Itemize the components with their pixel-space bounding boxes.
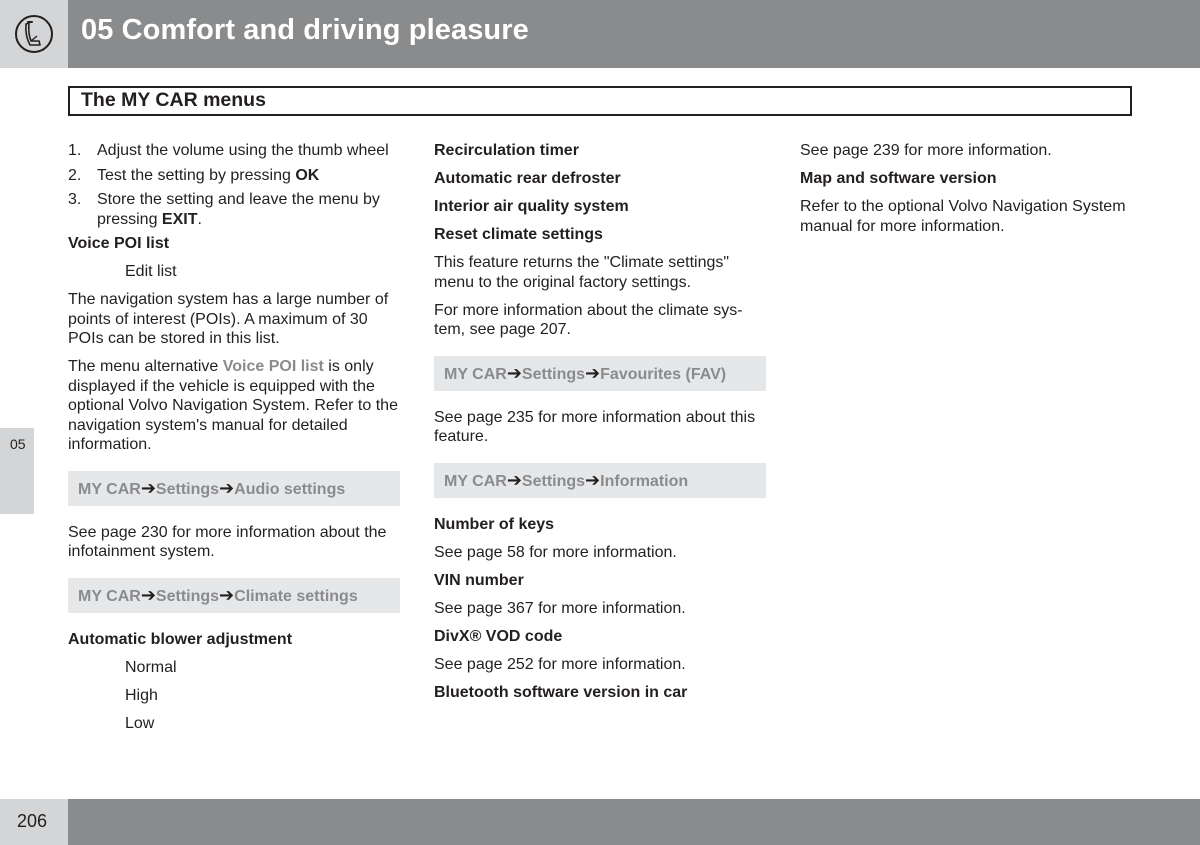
- arrow-right-icon: ➔: [140, 584, 156, 605]
- audio-paragraph: See page 230 for more information about the infotainment system.: [68, 523, 387, 560]
- step-text-tail: .: [197, 210, 202, 228]
- chapter-title: 05 Comfort and driving pleasure: [81, 14, 529, 46]
- blower-option-high: High: [125, 686, 158, 704]
- arrow-right-icon: ➔: [585, 469, 601, 490]
- arrow-right-icon: ➔: [219, 477, 235, 498]
- step-key: OK: [295, 166, 320, 184]
- menu-path-climate-settings: [68, 578, 400, 613]
- column-middle: [434, 141, 766, 711]
- arrow-right-icon: ➔: [140, 477, 156, 498]
- map-software-heading: Map and software version: [800, 170, 997, 187]
- menu-path-item: Settings: [521, 365, 586, 383]
- reset-climate-heading: Reset climate settings: [434, 226, 603, 243]
- volume-steps-list: [68, 141, 400, 229]
- seat-icon: [13, 14, 55, 56]
- menu-path-item: MY CAR: [78, 587, 141, 605]
- map-software-text: Refer to the optional Volvo Navigation System manual for more information.: [800, 198, 1126, 235]
- blower-option-normal: Normal: [125, 658, 177, 676]
- arrow-right-icon: ➔: [585, 362, 601, 383]
- reset-climate-paragraph: This feature returns the "Climate settings" menu to the original factory settings.: [434, 254, 730, 291]
- voice-poi-option: Edit list: [125, 263, 177, 280]
- menu-path-item: Settings: [521, 472, 586, 490]
- step-text: Store the setting and leave the menu by pressing: [97, 191, 380, 228]
- page-number-box: [0, 799, 68, 845]
- climate-info-paragraph: For more information about the climate sys-tem, see page 207.: [434, 301, 743, 338]
- bluetooth-version-heading: Bluetooth software version in car: [434, 683, 688, 701]
- voice-poi-heading: Voice POI list: [68, 235, 170, 252]
- menu-path-item: MY CAR: [78, 480, 141, 498]
- chapter-side-tab: [0, 428, 34, 514]
- step-text: Test the setting by pressing: [97, 166, 296, 184]
- menu-path-item: Favourites (FAV): [600, 365, 727, 383]
- recirculation-timer-heading: Recirculation timer: [434, 142, 579, 159]
- paragraph-text: The menu alternative: [68, 358, 223, 375]
- arrow-right-icon: ➔: [506, 362, 522, 383]
- menu-path-item: MY CAR: [444, 472, 507, 490]
- menu-path-item: Information: [600, 472, 689, 490]
- arrow-right-icon: ➔: [219, 584, 235, 605]
- rear-defroster-heading: Automatic rear defroster: [434, 170, 621, 187]
- step-number: 3.: [68, 191, 82, 208]
- favourites-paragraph: See page 235 for more information about this feature.: [434, 408, 756, 445]
- number-of-keys-text: See page 58 for more information.: [434, 543, 677, 561]
- blower-option-low: Low: [125, 714, 155, 732]
- page-number: 206: [17, 811, 48, 831]
- step-number: 2.: [68, 166, 82, 184]
- nav-poi-paragraph: The navigation system has a large number of points of interest (POIs). A maximum of 30 POIs can be stored in this list.: [68, 291, 389, 347]
- menu-path-item: Settings: [155, 480, 220, 498]
- step-key: EXIT: [161, 210, 198, 228]
- column-right: [800, 141, 1136, 245]
- chapter-icon-box: [0, 0, 68, 68]
- list-item: [68, 190, 400, 229]
- air-quality-heading: Interior air quality system: [434, 198, 629, 215]
- bluetooth-version-text: See page 239 for more information.: [800, 142, 1052, 159]
- column-left: [68, 141, 400, 742]
- voice-poi-paragraph: [68, 357, 400, 455]
- divx-code-heading: DivX® VOD code: [434, 627, 563, 645]
- step-number: 1.: [68, 142, 82, 159]
- list-item: [68, 166, 400, 186]
- menu-path-favourites: [434, 356, 766, 391]
- vin-number-heading: VIN number: [434, 571, 524, 589]
- step-text: Adjust the volume using the thumb wheel: [97, 142, 389, 159]
- voice-poi-highlight: Voice POI list: [222, 358, 324, 375]
- chapter-header: [0, 0, 1200, 68]
- menu-path-item: Climate settings: [234, 587, 358, 605]
- menu-path-audio-settings: [68, 471, 400, 506]
- chapter-side-tab-label: 05: [10, 436, 26, 452]
- page-footer: [0, 799, 1200, 845]
- number-of-keys-heading: Number of keys: [434, 515, 555, 533]
- arrow-right-icon: ➔: [506, 469, 522, 490]
- menu-path-item: Audio settings: [234, 480, 346, 498]
- section-title-box: [68, 86, 1132, 116]
- divx-code-text: See page 252 for more information.: [434, 655, 686, 673]
- list-item: [68, 141, 400, 161]
- menu-path-information: [434, 463, 766, 498]
- blower-heading: Automatic blower adjustment: [68, 630, 293, 648]
- menu-path-item: Settings: [155, 587, 220, 605]
- vin-number-text: See page 367 for more information.: [434, 599, 686, 617]
- menu-path-item: MY CAR: [444, 365, 507, 383]
- section-title: The MY CAR menus: [81, 89, 266, 111]
- paragraph-text: is only displayed if the vehicle is equipped with the optional Volvo Navigation System. Refer to the navigation system's manual for detailed information.: [68, 358, 398, 453]
